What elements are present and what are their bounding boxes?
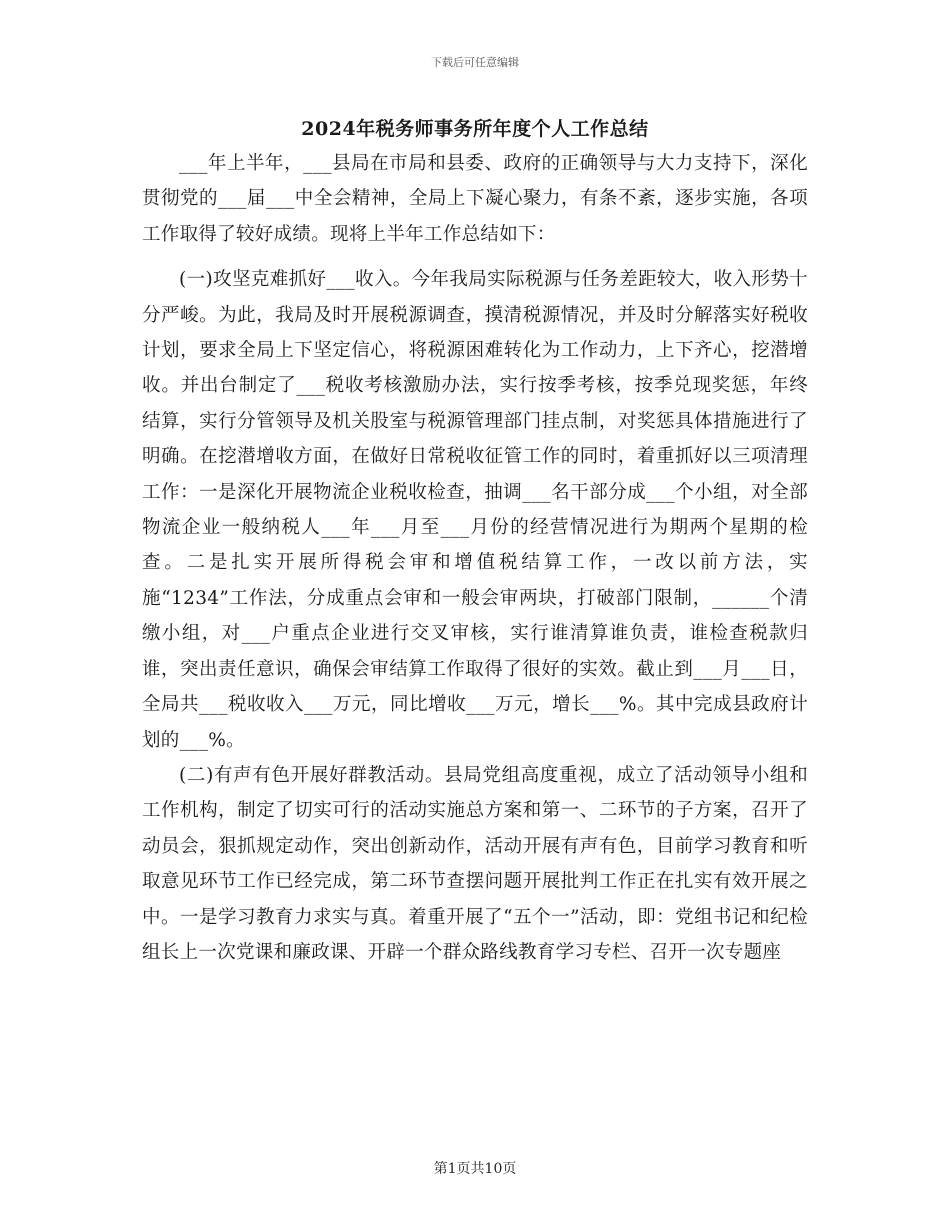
paragraph-section-1: (一)攻坚克难抓好___收入。今年我局实际税源与任务差距较大，收入形势十分严峻。为此，我局及时开展税源调查，摸清税源情况，并及时分解落实好税收计划，要求全局上下坚定信心，将税源困难转化为工作动力，上下齐心，挖潜增收。并出台制定了___税收考核激励办法，实行按季考核，按季兑现奖惩，年终结算，实行分管领导及机关股室与税源管理部门挂点制，对奖惩具体措施进行了明确。在挖潜增收方面，在做好日常税收征管工作的同时，着重抓好以三项清理工作：一是深化开展物流企业税收检查，抽调___名干部分成___个小组，对全部物流企业一般纳税人___年___月至___月份的经营情况进行为期两个星期的检查。二是扎实开展所得税会审和增值税结算工作，一改以前方法，实施“1234”工作法，分成重点会审和一般会审两块，打破部门限制，______个清缴小组，对___户重点企业进行交叉审核，实行谁清算谁负责，谁检查税款归谁，突出责任意识，确保会审结算工作取得了很好的实效。截止到___月___日，全局共___税收收入___万元，同比增收___万元，增长___%。其中完成县政府计划的___%。 xyxy=(142,269,808,751)
document-title: 2024年税务师事务所年度个人工作总结 xyxy=(301,118,649,140)
paragraph-intro: ___年上半年，___县局在市局和县委、政府的正确领导与大力支持下，深化贯彻党的___届___中全会精神，全局上下凝心聚力，有条不紊，逐步实施，各项工作取得了较好成绩。现将上半年工作总结如下： xyxy=(142,153,808,245)
paragraph-section-2: (二)有声有色开展好群教活动。县局党组高度重视，成立了活动领导小组和工作机构，制定了切实可行的活动实施总方案和第一、二环节的子方案，召开了动员会，狠抓规定动作，突出创新动作，活动开展有声有色，目前学习教育和听取意见环节工作已经完成，第二环节查摆问题开展批判工作正在扎实有效开展之中。一是学习教育力求实与真。着重开展了“五个一”活动，即：党组书记和纪检组长上一次党课和廉政课、开辟一个群众路线教育学习专栏、召开一次专题座 xyxy=(142,764,808,963)
document-body xyxy=(142,146,808,970)
page-number: 第1页共10页 xyxy=(433,1161,517,1177)
header-note: 下载后可任意编辑 xyxy=(431,56,519,69)
